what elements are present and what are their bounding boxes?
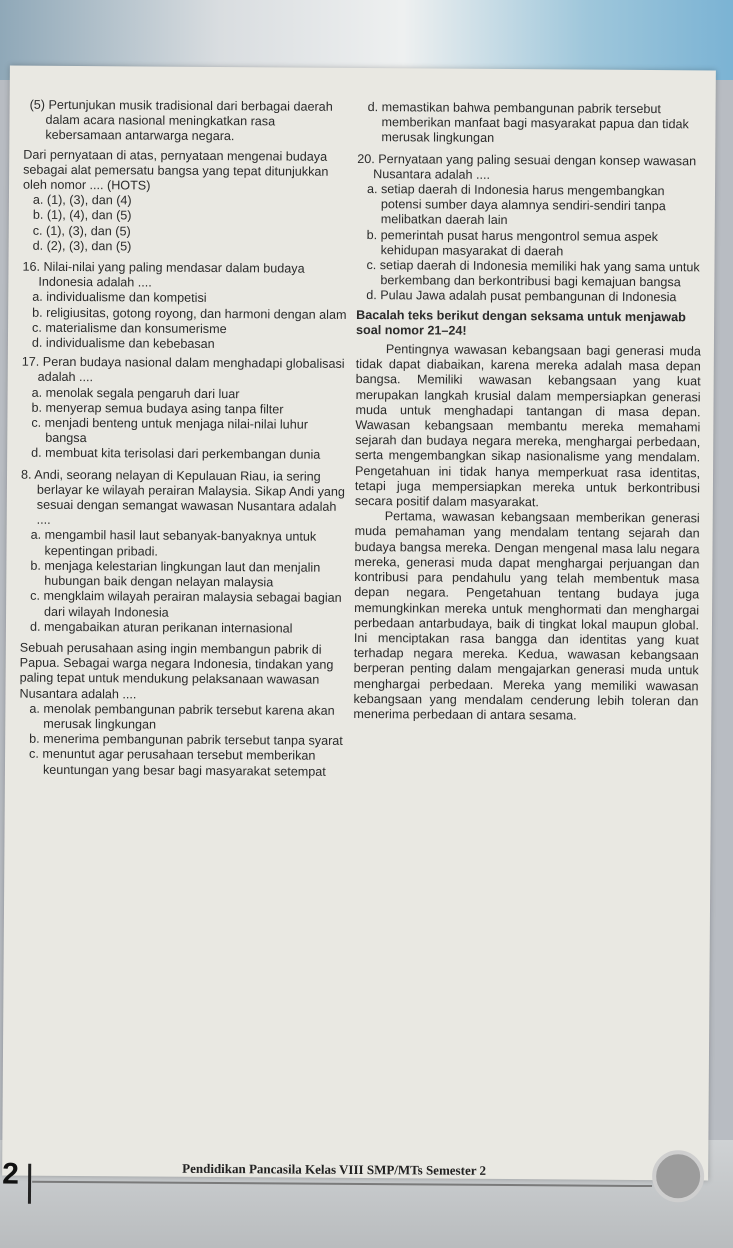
q17-option-b: b. menyerap semua budaya asing tanpa filter	[31, 400, 284, 417]
q15-option-c: c. (1), (3), dan (5)	[32, 223, 131, 239]
page-number-bar	[28, 1164, 31, 1204]
q15-option-5: (5) Pertunjukan musik tradisional dari berbagai daerah dalam acara nasional meningkatkan rasa kebersamaan antarwarga negara.	[29, 97, 333, 144]
footer-circle-decoration	[652, 1150, 704, 1202]
q18-option-c: c. mengklaim wilayah perairan malaysia sebagai bagian dari wilayah Indonesia	[30, 589, 342, 620]
q19-stem: Sebuah perusahaan asing ingin membangun pabrik di Papua. Sebagai warga negara Indonesia, tindakan yang paling tepat untuk mendukung pelaksanaan wawasan Nusantara adalah ....	[19, 640, 334, 701]
q18-option-b: b. menjaga kelestarian lingkungan laut dan menjalin hubungan baik dengan nelayan malaysia	[30, 558, 321, 590]
q17-stem: 17. Peran budaya nasional dalam menghadapi globalisasi adalah ....	[21, 354, 345, 385]
passage-paragraph-2: Pertama, wawasan kebangsaan memberikan generasi muda pemahaman yang mendalam tentang sejarah dan budaya bangsa mereka. Dengan mengenal masa lalu negara mereka, generasi muda dapat menghargai perjuangan dan kontribusi para pendahulu yang telah membentuk masa depan negara. Pengetahuan tentang budaya juga memungkinkan mereka untuk menghormati dan menghargai perbedaan antarbudaya, baik di tingkat lokal maupun global. Ini menciptakan rasa bangga dan identitas yang kuat terhadap negara mereka. Kedua, wawasan kebangsaan berperan penting dalam mengajarkan generasi muda untuk menghargai perbedaan. Mereka yang memiliki wawasan kebangsaan yang mendalam cenderung lebih toleran dan menerima perbedaan di antara sesama.	[353, 509, 700, 723]
q20-stem: 20. Pernyataan yang paling sesuai dengan konsep wawasan Nusantara adalah ....	[357, 151, 697, 182]
q15-stem: Dari pernyataan di atas, pernyataan mengenai budaya sebagai alat pemersatu bangsa yang tepat ditunjukkan oleh nomor .... (HOTS)	[23, 147, 329, 193]
q17-option-c: c. menjadi benteng untuk menjaga nilai-nilai luhur bangsa	[31, 415, 308, 446]
q19-option-a: a. menolak pembangunan pabrik tersebut karena akan merusak lingkungan	[29, 701, 335, 732]
q16-option-d: d. individualisme dan kebebasan	[31, 335, 215, 352]
q20-option-b: b. pemerintah pusat harus mengontrol semua aspek kehidupan masyarakat di daerah	[366, 227, 658, 259]
q19-option-d: d. memastikan bahwa pembangunan pabrik tersebut memberikan manfaat bagi masyarakat papua dan tidak merusak lingkungan	[367, 100, 689, 146]
passage-paragraph-1: Pentingnya wawasan kebangsaan bagi generasi muda tidak dapat diabaikan, karena mereka adalah masa depan bangsa. Memiliki wawasan kebangsaan yang kuat merupakan langkah krusial dalam mempersiapkan generasi muda untuk menghadapi tantangan di masa depan. Wawasan kebangsaan membantu mereka memahami sejarah dan budaya negara mereka, menghargai perbedaan, serta mengembangkan sikap nasionalisme yang mendalam. Pengetahuan ini tidak hanya memperkuat rasa identitas, tetapi juga mempersiapkan mereka untuk berkontribusi secara positif dalam masyarakat.	[354, 342, 701, 510]
q18-stem: 8. Andi, seorang nelayan di Kepulauan Riau, ia sering berlayar ke wilayah perairan Malaysia. Sikap Andi yang sesuai dengan semangat wawasan Nusantara adalah ....	[20, 467, 345, 528]
q15-option-b: b. (1), (4), dan (5)	[32, 208, 132, 223]
reading-instruction: Bacalah teks berikut dengan seksama untuk menjawab soal nomor 21–24!	[355, 307, 686, 338]
q17-option-a: a. menolak segala pengaruh dari luar	[31, 385, 240, 401]
q18-option-d: d. mengabaikan aturan perikanan internasional	[29, 619, 293, 636]
q16-option-c: c. materialisme dan konsumerisme	[32, 320, 227, 336]
q18-option-a: a. mengambil hasil laut sebanyak-banyaknya untuk kepentingan pribadi.	[30, 528, 317, 559]
q16-option-a: a. individualisme dan kompetisi	[32, 290, 207, 306]
book-page	[2, 66, 716, 1191]
q20-option-d: d. Pulau Jawa adalah pusat pembangunan di Indonesia	[366, 288, 677, 305]
q15-option-a: a. (1), (3), dan (4)	[32, 192, 132, 208]
book-title: Pendidikan Pancasila Kelas VIII SMP/MTs Semester 2	[182, 1160, 487, 1178]
left-column	[19, 98, 350, 780]
q20-option-c: c. setiap daerah di Indonesia memiliki hak yang sama untuk berkembang dan berkontribusi bagi kemajuan bangsa	[366, 258, 700, 290]
q16-option-b: b. religiusitas, gotong royong, dan harmoni dengan alam	[32, 305, 347, 322]
q19-option-c: c. menuntut agar perusahaan tersebut memberikan keuntungan yang besar bagi masyarakat setempat	[29, 747, 326, 779]
q19-option-b: b. menerima pembangunan pabrik tersebut tanpa syarat	[29, 731, 343, 749]
page-number: 2	[2, 1157, 19, 1191]
right-column	[353, 100, 702, 725]
q20-option-a: a. setiap daerah di Indonesia harus mengembangkan potensi sumber daya alamnya sendiri-sendiri tanpa melibatkan daerah lain	[366, 182, 666, 228]
q16-stem: 16. Nilai-nilai yang paling mendasar dalam budaya Indonesia adalah ....	[22, 259, 305, 290]
q15-option-d: d. (2), (3), dan (5)	[32, 238, 132, 254]
q17-option-d: d. membuat kita terisolasi dari perkembangan dunia	[31, 446, 321, 463]
